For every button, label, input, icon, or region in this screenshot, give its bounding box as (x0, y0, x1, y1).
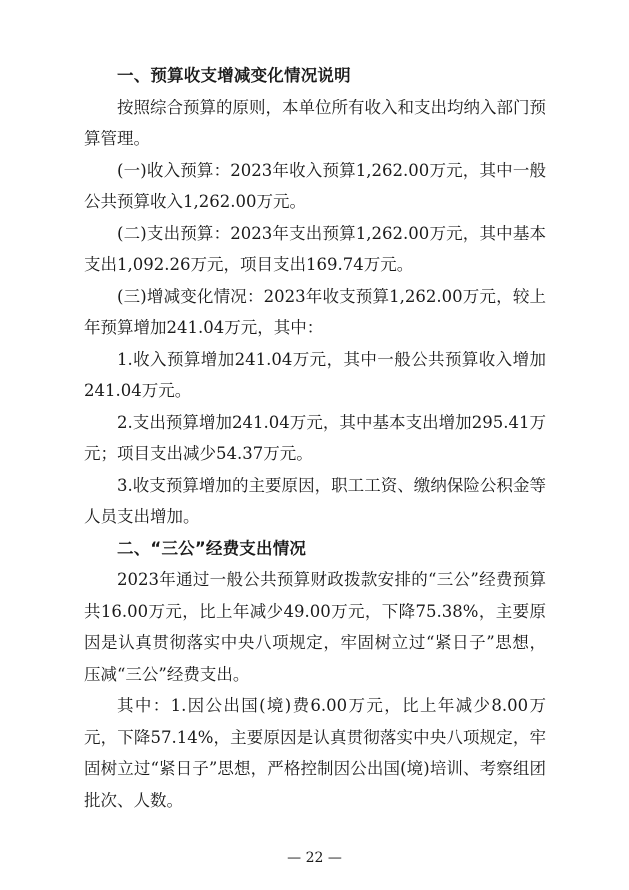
paragraph-overseas-travel: 其中：1.因公出国(境)费6.00万元，比上年减少8.00万元，下降57.14%，主要原因是认真贯彻落实中央八项规定，牢固树立过“紧日子”思想，严格控制因公出国(境)培训、考察组团批次、人数。 (84, 696, 546, 810)
section-heading-budget-changes: 一、预算收支增减变化情况说明 (117, 66, 351, 85)
page-number: — 22 — (287, 850, 342, 866)
paragraph-change-item-3: 3.收支预算增加的主要原因，职工工资、缴纳保险公积金等人员支出增加。 (84, 475, 546, 526)
paragraph-change-summary: (三)增减变化情况：2023年收支预算1,262.00万元，较上年预算增加241.04万元，其中： (84, 286, 546, 337)
section-heading-three-public-expenses: 二、“三公”经费支出情况 (117, 538, 307, 558)
paragraph-income-budget: (一)收入预算：2023年收入预算1,262.00万元，其中一般公共预算收入1,262.00万元。 (84, 160, 546, 211)
paragraph-three-public-summary: 2023年通过一般公共预算财政拨款安排的“三公”经费预算共16.00万元，比上年减少49.00万元，下降75.38%，主要原因是认真贯彻落实中央八项规定，牢固树立过“紧日子”思想，压减“三公”经费支出。 (84, 570, 546, 684)
document-body (84, 60, 546, 816)
paragraph-change-item-2: 2.支出预算增加241.04万元，其中基本支出增加295.41万元；项目支出减少54.37万元。 (84, 412, 546, 463)
paragraph-intro: 按照综合预算的原则，本单位所有收入和支出均纳入部门预算管理。 (84, 97, 546, 148)
paragraph-expense-budget: (二)支出预算：2023年支出预算1,262.00万元，其中基本支出1,092.26万元，项目支出169.74万元。 (84, 223, 546, 274)
paragraph-change-item-1: 1.收入预算增加241.04万元，其中一般公共预算收入增加241.04万元。 (84, 349, 546, 400)
